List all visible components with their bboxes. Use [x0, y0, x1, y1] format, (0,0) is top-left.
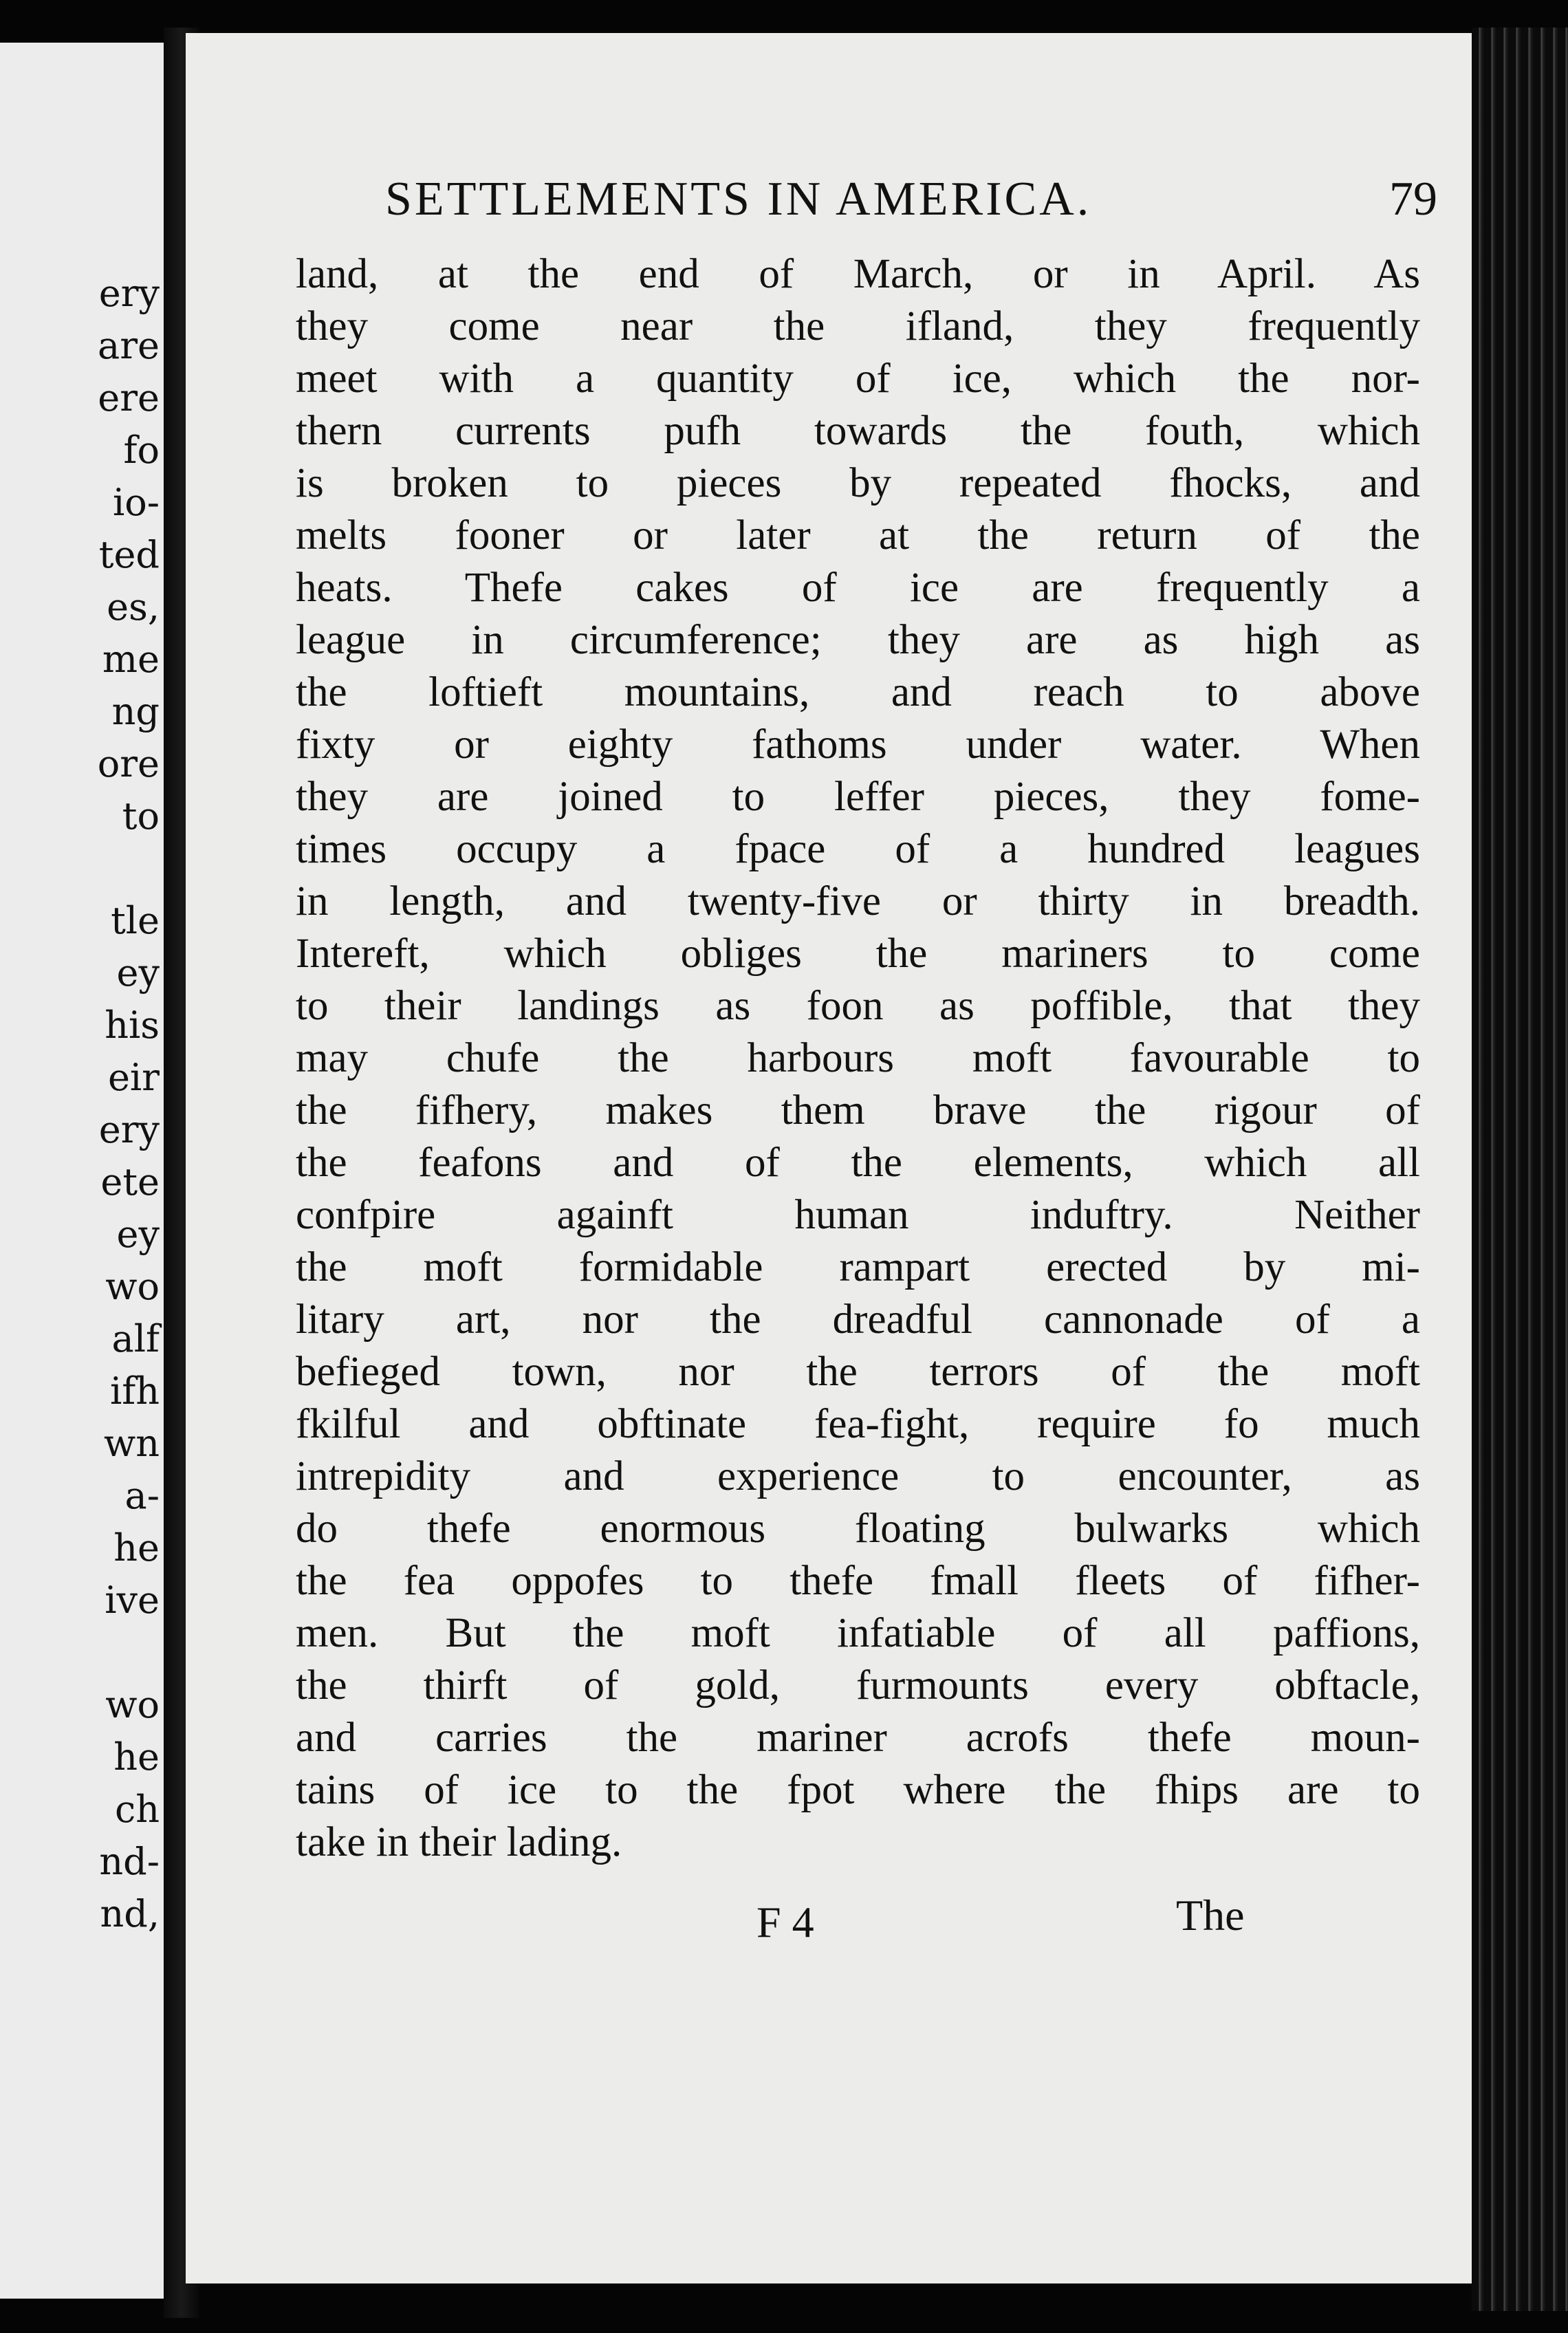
text-line: and carries the mariner acrofs thefe moun-	[296, 1715, 1420, 1761]
left-line-fragment: ng	[111, 690, 160, 733]
catchword: The	[1176, 1891, 1245, 1940]
text-line: in length, and twenty-five or thirty in breadth.	[296, 878, 1420, 924]
left-line-fragment: a-	[124, 1474, 160, 1517]
left-line-fragment: wo	[105, 1265, 160, 1308]
running-head	[385, 172, 1437, 227]
left-line-fragment: ery	[98, 272, 160, 315]
left-line-fragment: ery	[98, 1108, 160, 1151]
text-line: league in circumference; they are as high as	[296, 617, 1420, 663]
text-line: the feafons and of the elements, which all	[296, 1140, 1420, 1186]
text-line: intrepidity and experience to encounter, as	[296, 1453, 1420, 1499]
left-line-fragment: he	[113, 1526, 160, 1570]
text-line: the fea oppofes to thefe fmall fleets of fifher-	[296, 1558, 1420, 1604]
text-line: fixty or eighty fathoms under water. When	[296, 721, 1420, 768]
text-line: thern currents pufh towards the fouth, which	[296, 408, 1420, 454]
left-line-fragment: his	[105, 1003, 160, 1047]
left-line-fragment: fo	[123, 428, 160, 472]
text-line: to their landings as foon as poffible, that they	[296, 983, 1420, 1029]
text-line: Intereft, which obliges the mariners to come	[296, 931, 1420, 977]
left-line-fragment: ifh	[109, 1369, 160, 1413]
left-line-fragment: to	[122, 794, 160, 838]
page-number: 79	[1389, 173, 1437, 226]
left-line-fragment: wn	[104, 1422, 160, 1465]
text-line: do thefe enormous floating bulwarks which	[296, 1506, 1420, 1552]
left-line-fragment: ted	[98, 533, 160, 576]
left-line-fragment: ey	[116, 951, 160, 995]
book-page	[186, 33, 1472, 2283]
left-line-fragment: alf	[111, 1317, 160, 1360]
text-line: land, at the end of March, or in April. As	[296, 251, 1420, 297]
text-line: may chufe the harbours moft favourable to	[296, 1035, 1420, 1081]
left-line-fragment: ere	[98, 376, 160, 420]
text-line: the thirft of gold, furmounts every obftacle,	[296, 1662, 1420, 1708]
text-line: times occupy a fpace of a hundred leagues	[296, 826, 1420, 872]
left-line-fragment: ive	[105, 1578, 160, 1622]
text-line: the loftieft mountains, and reach to above	[296, 669, 1420, 715]
left-facing-page	[0, 43, 164, 2299]
left-line-fragment: are	[98, 324, 160, 367]
text-line: meet with a quantity of ice, which the nor-	[296, 356, 1420, 402]
left-line-fragment: ete	[100, 1160, 160, 1204]
text-line: men. But the moft infatiable of all paffions,	[296, 1610, 1420, 1656]
signature-mark: F 4	[756, 1898, 814, 1946]
left-line-fragment: ey	[116, 1213, 160, 1256]
text-line: confpire againft human induftry. Neither	[296, 1192, 1420, 1238]
left-line-fragment: es,	[107, 585, 160, 629]
left-line-fragment: nd-	[99, 1840, 160, 1883]
text-line: the moft formidable rampart erected by mi-	[296, 1244, 1420, 1290]
left-line-fragment: he	[113, 1735, 160, 1779]
text-line: tains of ice to the fpot where the fhips are to	[296, 1767, 1420, 1813]
left-line-fragment: nd,	[100, 1892, 160, 1935]
text-line: take in their lading.	[296, 1819, 622, 1865]
running-head-title: SETTLEMENTS IN AMERICA.	[385, 173, 1092, 226]
text-line: befieged town, nor the terrors of the moft	[296, 1349, 1420, 1395]
text-line: heats. Thefe cakes of ice are frequently a	[296, 565, 1420, 611]
left-line-fragment: me	[102, 638, 160, 681]
left-line-fragment: wo	[105, 1683, 160, 1726]
left-line-fragment: tle	[111, 899, 160, 942]
text-line: melts fooner or later at the return of the	[296, 512, 1420, 558]
text-line: is broken to pieces by repeated fhocks, and	[296, 460, 1420, 506]
page-edges	[1472, 28, 1568, 2311]
text-line: they are joined to leffer pieces, they fome-	[296, 774, 1420, 820]
text-line: fkilful and obftinate fea-fight, require fo much	[296, 1401, 1420, 1447]
text-line: they come near the ifland, they frequently	[296, 303, 1420, 349]
left-line-fragment: io-	[112, 481, 160, 524]
left-line-fragment: ch	[114, 1788, 160, 1831]
text-line: the fifhery, makes them brave the rigour of	[296, 1087, 1420, 1133]
text-line: litary art, nor the dreadful cannonade of a	[296, 1296, 1420, 1343]
left-line-fragment: ore	[97, 742, 160, 785]
left-line-fragment: eir	[107, 1056, 160, 1099]
